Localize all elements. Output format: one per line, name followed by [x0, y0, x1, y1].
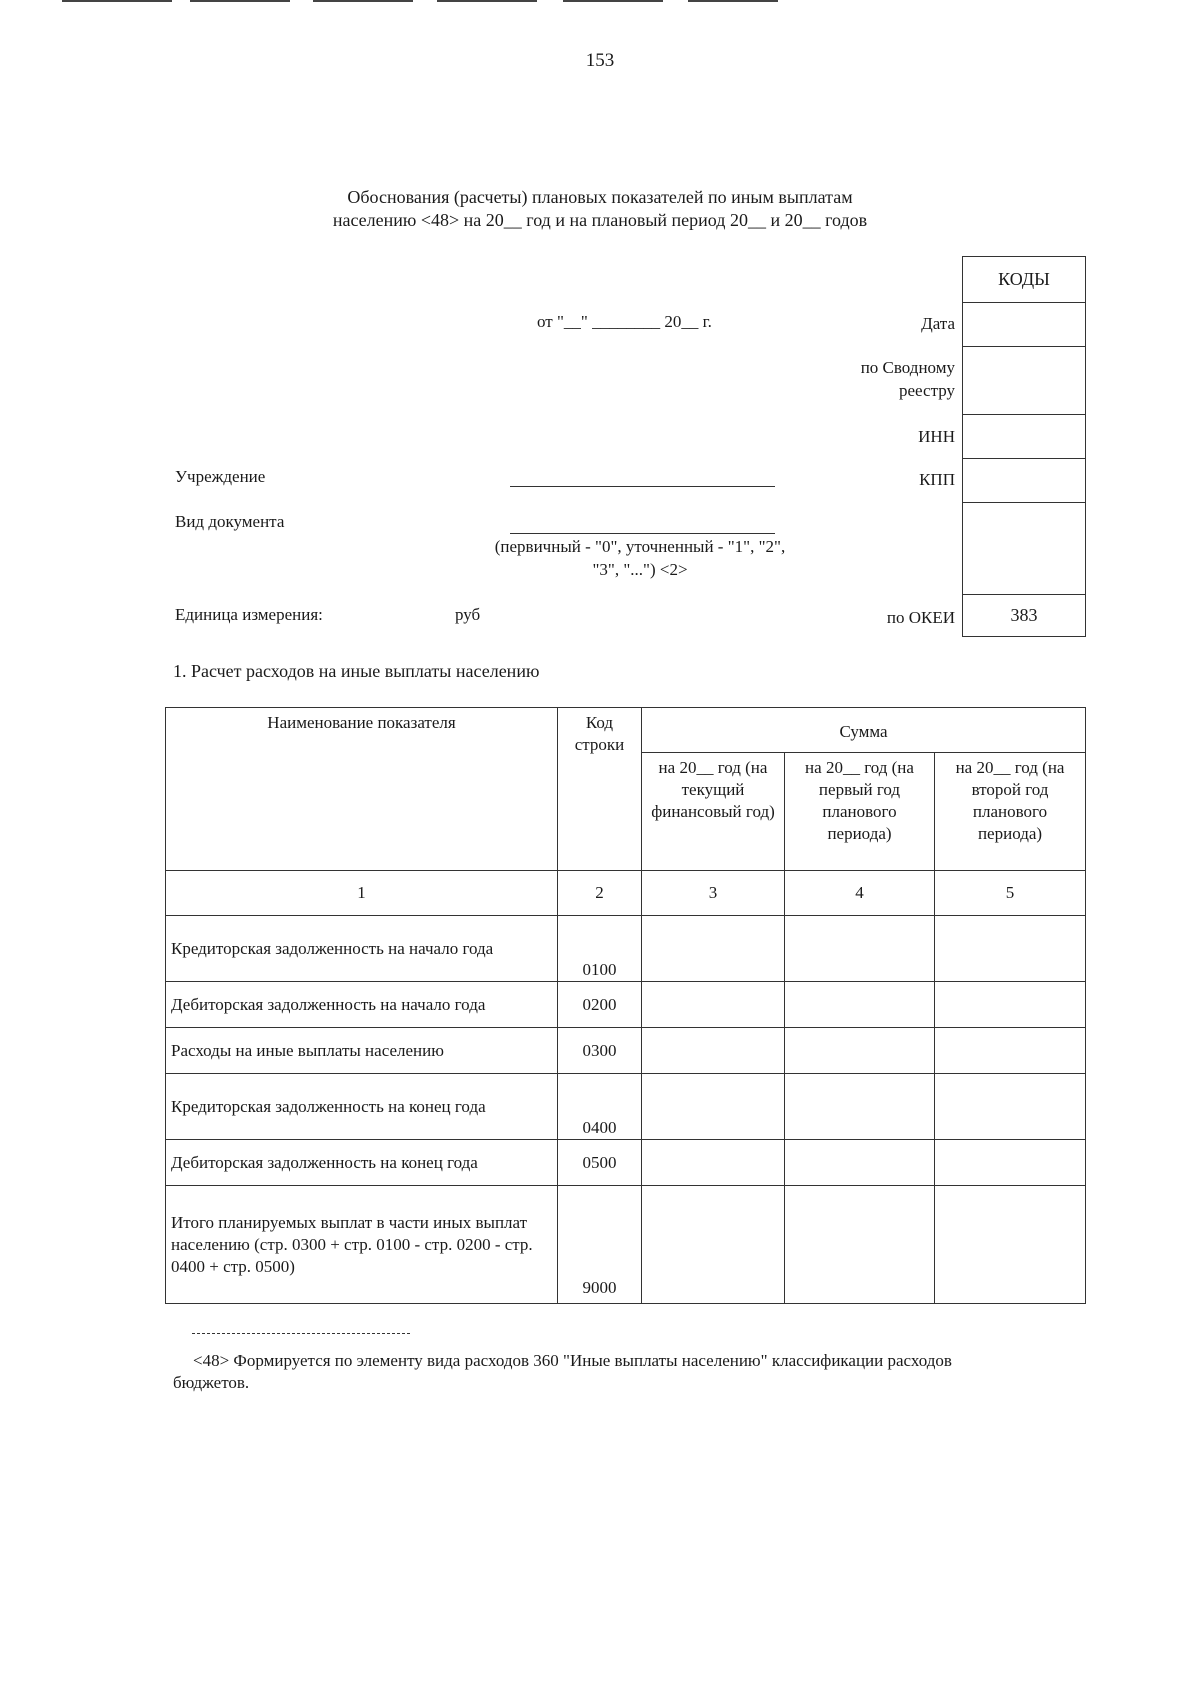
table-row — [166, 1140, 1086, 1186]
inn-code-cell[interactable] — [963, 415, 1086, 459]
row-name: Расходы на иные выплаты населению — [166, 1028, 558, 1074]
doc-type-label: Вид документа — [175, 512, 285, 531]
doc-type-field[interactable] — [510, 533, 775, 534]
scan-line — [563, 0, 663, 2]
registry-label-line-1: по Сводному — [860, 358, 955, 377]
amount-cell[interactable] — [935, 1186, 1086, 1304]
table-row — [166, 982, 1086, 1028]
doc-type-code-cell[interactable] — [963, 503, 1086, 595]
amount-cell[interactable] — [785, 1140, 935, 1186]
institution-field[interactable] — [510, 486, 775, 487]
doc-type-hint-line-2: "3", "...") <2> — [592, 560, 688, 579]
okei-code-cell: 383 — [963, 595, 1086, 637]
page-number: 153 — [585, 50, 615, 71]
amount-cell[interactable] — [785, 982, 935, 1028]
doc-type-hint-line-1: (первичный - "0", уточненный - "1", "2", — [494, 537, 786, 556]
header-name: Наименование показателя — [166, 708, 558, 871]
amount-cell[interactable] — [935, 982, 1086, 1028]
header-code: Код строки — [558, 708, 642, 871]
date-code-cell[interactable] — [963, 303, 1086, 347]
header-year-1: на 20__ год (на текущий финансовый год) — [642, 753, 785, 871]
inn-label: ИНН — [918, 427, 955, 446]
amount-cell[interactable] — [785, 1074, 935, 1140]
footnote-rule — [192, 1333, 410, 1334]
table-row — [166, 1028, 1086, 1074]
table-row — [166, 1074, 1086, 1140]
column-number-3: 3 — [642, 871, 785, 916]
date-line: от "__" ________ 20__ г. — [537, 312, 712, 331]
registry-code-cell[interactable] — [963, 347, 1086, 415]
document-title — [250, 186, 950, 232]
title-line-1: Обоснования (расчеты) плановых показателей по иным выплатам — [347, 187, 853, 207]
column-number-2: 2 — [558, 871, 642, 916]
row-code: 9000 — [558, 1186, 642, 1304]
row-name: Дебиторская задолженность на начало года — [166, 982, 558, 1028]
title-line-2: населению <48> на 20__ год и на плановый период 20__ и 20__ годов — [332, 210, 868, 230]
unit-value: руб — [455, 605, 481, 624]
footnote: <48> Формируется по элементу вида расходов 360 "Иные выплаты населению" классификации расходов бюджетов. — [173, 1351, 952, 1392]
scan-line — [62, 0, 172, 2]
codes-box — [962, 256, 1086, 637]
amount-cell[interactable] — [642, 1140, 785, 1186]
row-code: 0100 — [558, 916, 642, 982]
table-row — [166, 1186, 1086, 1304]
header-sum: Сумма — [642, 708, 1086, 753]
amount-cell[interactable] — [642, 1186, 785, 1304]
table-row — [166, 916, 1086, 982]
expense-table — [165, 707, 1086, 1304]
header-year-3: на 20__ год (на второй год планового периода) — [935, 753, 1086, 871]
scan-line — [688, 0, 778, 2]
institution-label: Учреждение — [175, 467, 266, 486]
column-number-4: 4 — [785, 871, 935, 916]
amount-cell[interactable] — [935, 1028, 1086, 1074]
amount-cell[interactable] — [642, 1028, 785, 1074]
amount-cell[interactable] — [642, 982, 785, 1028]
row-name: Кредиторская задолженность на начало года — [166, 916, 558, 982]
amount-cell[interactable] — [642, 916, 785, 982]
amount-cell[interactable] — [785, 1028, 935, 1074]
amount-cell[interactable] — [642, 1074, 785, 1140]
kpp-code-cell[interactable] — [963, 459, 1086, 503]
amount-cell[interactable] — [785, 916, 935, 982]
amount-cell[interactable] — [935, 916, 1086, 982]
scan-line — [313, 0, 413, 2]
section-title: 1. Расчет расходов на иные выплаты населению — [173, 661, 540, 681]
header-year-2: на 20__ год (на первый год планового периода) — [785, 753, 935, 871]
row-name: Кредиторская задолженность на конец года — [166, 1074, 558, 1140]
scan-line — [437, 0, 537, 2]
scan-line — [190, 0, 290, 2]
column-number-5: 5 — [935, 871, 1086, 916]
row-name: Дебиторская задолженность на конец года — [166, 1140, 558, 1186]
amount-cell[interactable] — [935, 1074, 1086, 1140]
registry-label-line-2: реестру — [899, 381, 955, 400]
row-code: 0400 — [558, 1074, 642, 1140]
row-code: 0500 — [558, 1140, 642, 1186]
codes-header: КОДЫ — [963, 257, 1086, 303]
unit-label: Единица измерения: — [175, 605, 323, 624]
amount-cell[interactable] — [935, 1140, 1086, 1186]
kpp-label: КПП — [919, 470, 955, 489]
date-label: Дата — [921, 314, 955, 333]
row-code: 0200 — [558, 982, 642, 1028]
okei-label: по ОКЕИ — [886, 608, 955, 627]
amount-cell[interactable] — [785, 1186, 935, 1304]
column-number-1: 1 — [166, 871, 558, 916]
row-name: Итого планируемых выплат в части иных выплат населению (стр. 0300 + стр. 0100 - стр. 0200 - стр. 0400 + стр. 0500) — [166, 1186, 558, 1304]
row-code: 0300 — [558, 1028, 642, 1074]
